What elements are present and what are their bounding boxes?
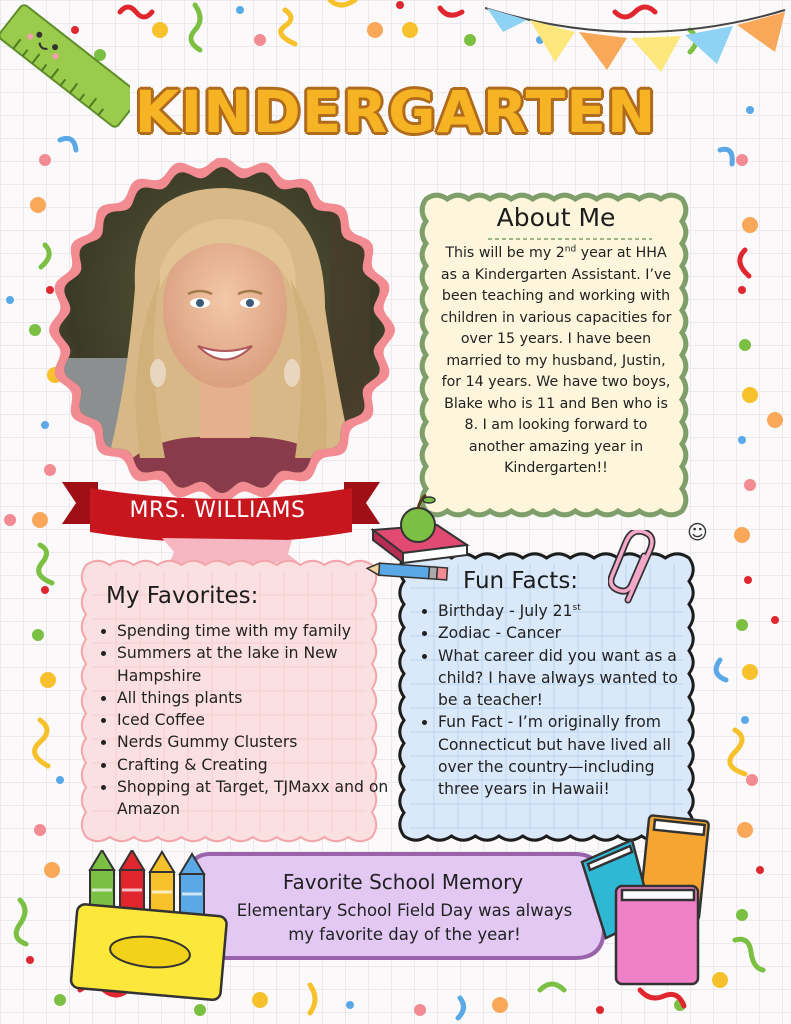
list-item: • Crafting & Creating bbox=[117, 754, 395, 776]
apple-book-icon bbox=[365, 485, 475, 585]
books-icon bbox=[578, 812, 710, 990]
memory-text: Elementary School Field Day was always my favorite day of the year! bbox=[236, 901, 573, 944]
paperclip-icon bbox=[608, 530, 668, 610]
list-item: • Zodiac - Cancer bbox=[438, 622, 683, 644]
crayons-icon bbox=[68, 850, 236, 1002]
list-item: • Fun Fact - I’m originally from Connecticut but have lived all over the country—including three years in Hawaii! bbox=[438, 711, 683, 800]
smiley-icon: ☺ bbox=[687, 520, 708, 544]
about-text: This will be my 2nd year at HHA as a Kindergarten Assistant. I’ve been teaching and working with children in various capacities for over 15 years. I have been married to my husband, Justin, for 14 years. We have two boys, Blake who is 11 and Ben who is 8. I am looking forward to another amazing year in Kindergarten!! bbox=[440, 244, 672, 476]
list-item: • Nerds Gummy Clusters bbox=[117, 731, 395, 753]
list-item: • All things plants bbox=[117, 687, 395, 709]
list-item: • Birthday - July 21st bbox=[438, 600, 683, 622]
list-item: • Shopping at Target, TJMaxx and on Amazon bbox=[117, 776, 395, 821]
list-item: • Iced Coffee bbox=[117, 709, 395, 731]
list-item: • Spending time with my family bbox=[117, 620, 395, 642]
list-item: • Summers at the lake in New Hampshire bbox=[117, 642, 395, 687]
teacher-name: MRS. WILLIAMS bbox=[129, 498, 306, 523]
teacher-photo bbox=[40, 158, 405, 503]
fun-facts-list bbox=[418, 600, 683, 801]
fun-facts-title: Fun Facts: bbox=[463, 568, 579, 594]
favorites-list bbox=[97, 620, 395, 821]
about-title: About Me bbox=[496, 203, 616, 232]
memory-title: Favorite School Memory bbox=[282, 870, 524, 894]
list-item: • What career did you want as a child? I have always wanted to be a teacher! bbox=[438, 645, 683, 712]
favorites-title: My Favorites: bbox=[106, 583, 259, 609]
bunting-icon bbox=[485, 0, 791, 80]
page-title: KINDERGARTEN bbox=[134, 78, 657, 146]
